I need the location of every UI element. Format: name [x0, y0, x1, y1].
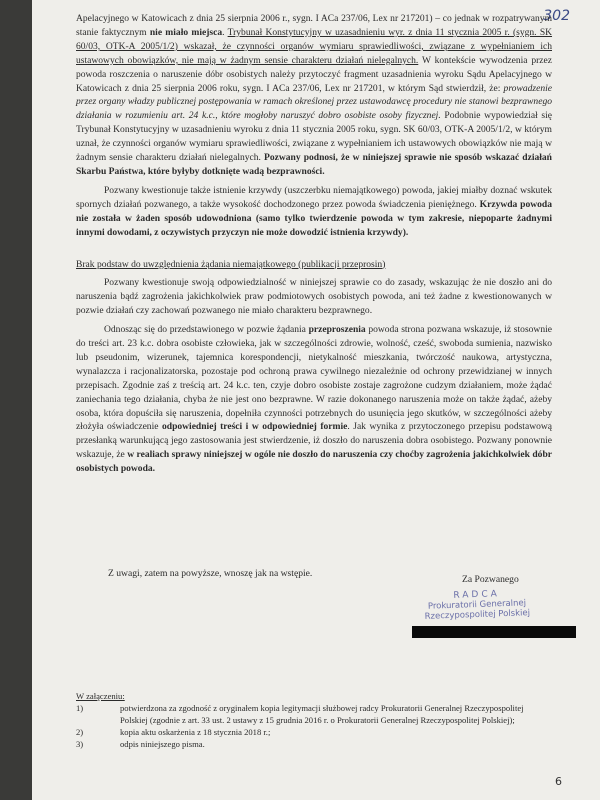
closing-statement: Z uwagi, zatem na powyższe, wnoszę jak na wstępie.	[108, 568, 313, 579]
redaction-bar	[412, 626, 576, 638]
signer-label: Za Pozwanego	[462, 574, 519, 585]
paragraph-harm: Pozwany kwestionuje także istnienie krzywdy (uszczerbku niemajątkowego) powoda, jakiej miałby doznać wskutek spornych działań pozwanego, a także wysokość dochodzonego przez powoda świadczenia pieniężnego. Krzywda powoda nie została w żaden sposób udowodniona (samo tylko twierdzenie powoda w tym zakresie, niepoparte żadnymi innymi dowodami, z oczywistych przyczyn nie może dowodzić istnienia krzywdy).	[76, 184, 553, 238]
official-stamp: RADCA Prokuratorii Generalnej Rzeczypospolitej Polskiej	[424, 589, 531, 622]
handwritten-annotation: 302	[543, 8, 570, 24]
paragraph-legal-basis: Apelacyjnego w Katowicach z dnia 25 sierpnia 2006 r., sygn. I ACa 237/06, Lex nr 217201) – co jednak w rozpatrywanym stanie faktycznym nie miało miejsca. Trybunał Konstytucyjny w uzasadnieniu wyr. z dnia 11 stycznia 2005 r. (sygn. SK 60/03, OTK-A 2005/1/2) wskazał, że czynności organów wymiaru sprawiedliwości, związane z wypełnianiem ich ustawowych obowiązków, nie mają w żadnym sensie charakteru działań nielegalnych. W kontekście wywodzenia przez powoda roszczenia o naruszenie dóbr osobistych należy przytoczyć fragment uzasadnienia wyroku Sądu Apelacyjnego w Katowicach z dnia 25 sierpnia 2006 roku, sygn. I ACa 237/06, Lex nr 217201, w którym Sąd stwierdził, że: prowadzenie przez organy władzy publicznej postępowania w ramach określonej przez ustawodawcę procedury nie stanowi bezprawnego działania w rozumieniu art. 24 k.c., które mogłoby naruszyć dobro osobiste osoby fizycznej. Podobnie wypowiedział się Trybunał Konstytucyjny w uzasadnieniu wyroku z dnia 11 stycznia 2005 roku, sygn. SK 60/03, OTK-A 2005/1/2, w którym uznał, że czynności organów wymiaru sprawiedliwości, związane z wypełnianiem ich ustawowych obowiązków nie mają w żadnym sensie charakteru działań nielegalnych. Pozwany podnosi, że w niniejszej sprawie nie sposób wskazać działań Skarbu Państwa, które byłyby dotknięte wadą bezprawności.	[76, 13, 553, 177]
page-number: 6	[555, 775, 562, 788]
attachments-title: W załączeniu:	[76, 691, 125, 701]
attachment-item: 1) potwierdzona za zgodność z oryginałem kopia legitymacji służbowej radcy Prokuratorii Generalnej Rzeczypospolitej Polskiej (zgodnie z art. 33 ust. 2 ustawy z 15 grudnia 2016 r. o Prokuratorii Generalnej Rzeczypospolitej Polskiej);	[76, 703, 524, 725]
attachments-list	[76, 690, 552, 750]
attachment-item: 3) odpis niniejszego pisma.	[76, 739, 205, 749]
document-page	[32, 0, 600, 800]
paragraph-liability: Pozwany kwestionuje swoją odpowiedzialność w niniejszej sprawie co do zasady, wskazując że nie doszło ani do naruszenia bądź zagrożenia jakichkolwiek praw podmiotowych osobistych powoda, ani też żadne z kwestionowanych w pozwie działań czy zachowań pozwanego nie miało charakteru bezprawnego.	[76, 277, 552, 317]
paragraph-apology: Odnosząc się do przedstawionego w pozwie żądania przeproszenia powoda strona pozwana wskazuje, iż stosownie do treści art. 23 k.c. dobra osobiste człowieka, jak w szczególności zdrowie, wolność, cześć, swoboda sumienia, nazwisko lub pseudonim, wizerunek, tajemnica korespondencji, nietykalność mieszkania, twórczość naukowa, artystyczna, wynalazcza i racjonalizatorska, pozostaje pod ochroną prawa cywilnego niezależnie od ochrony przewidzianej w innych przepisach. Zgodnie zaś z treścią art. 24 k.c. ten, czyje dobro osobiste zostaje zagrożone cudzym działaniem, może żądać zaniechania tego działania, chyba że nie jest ono bezprawne. W razie dokonanego naruszenia może on także żądać, ażeby osoba, która dopuściła się naruszenia, dopełniła czynności potrzebnych do usunięcia jego skutków, w szczególności ażeby złożyła oświadczenie odpowiedniej treści i w odpowiedniej formie. Jak wynika z przytoczonego przepisu podstawową przesłanką warunkującą jego zastosowania jest stwierdzenie, iż doszło do naruszenia dobra osobistego. Pozwany ponownie wskazuje, że w realiach sprawy niniejszej w ogóle nie doszło do naruszenia czy choćby zagrożenia jakichkolwiek dóbr osobistych powoda.	[76, 324, 553, 475]
section-heading: Brak podstaw do uwzględnienia żądania niemajątkowego (publikacji przeprosin)	[76, 258, 386, 270]
attachment-item: 2) kopia aktu oskarżenia z 18 stycznia 2018 r.;	[76, 727, 271, 737]
document-body	[76, 12, 552, 476]
